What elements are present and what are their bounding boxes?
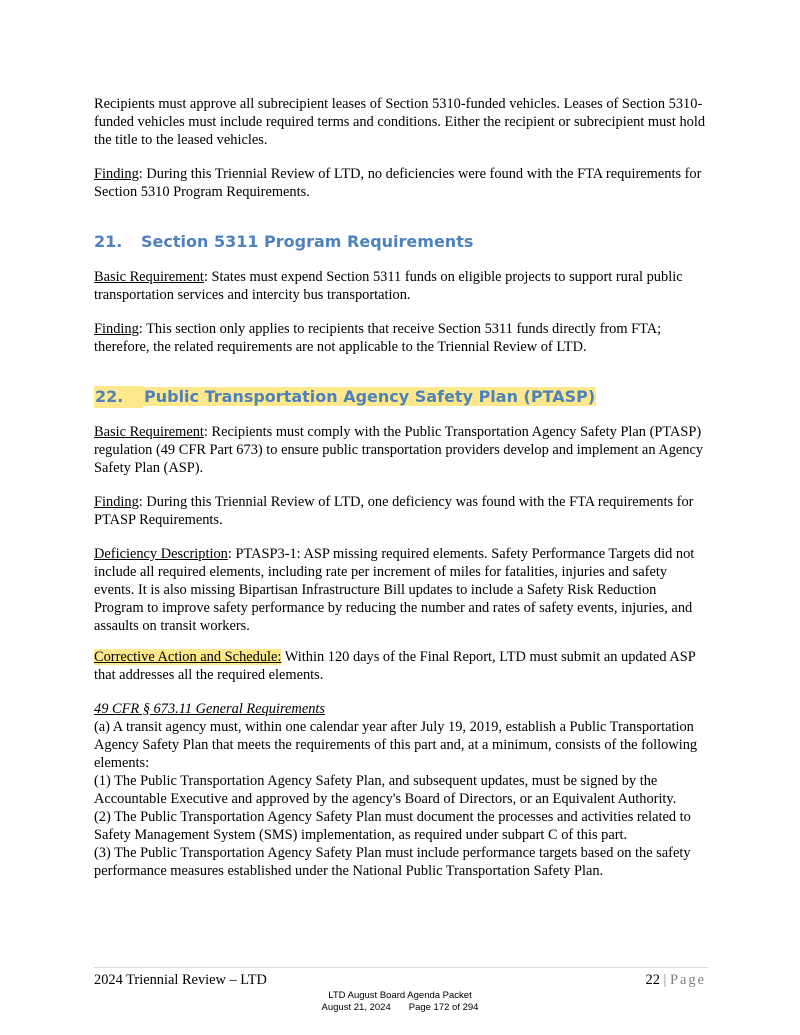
footer-page-word: Page [670,972,706,988]
basic-requirement-text: : Recipients must comply with the Public Transportation Agency Safety Plan (PTASP) regulation (49 CFR Part 673) to ensure public transportation providers develop and implement an Agency Safety Plan (ASP). [94,424,704,476]
finding-label: Finding [94,494,139,510]
deficiency-text: : PTASP3-1: ASP missing required elements. Safety Performance Targets did not include all required elements, including rate per increment of miles for fatalities, injuries and safety events. It is also missing Bipartisan Infrastructure Bill updates to include a Safety Risk Reduction Program to improve safety performance by reducing the number and rates of safety events, injuries, and assaults on transit workers. [94,546,695,634]
section22-basic-requirement [94,423,708,477]
footer-divider [94,967,708,968]
basic-requirement-label: Basic Requirement [94,269,204,285]
finding-text: : This section only applies to recipients that receive Section 5311 funds directly from FTA; therefore, the related requirements are not applicable to the Triennial Review of LTD. [94,321,662,355]
basic-requirement-text: : States must expend Section 5311 funds on eligible projects to support rural public transportation services and intercity bus transportation. [94,269,683,303]
finding-label: Finding [94,321,139,337]
footer-separator: | [663,972,667,988]
corrective-action-label: Corrective Action and Schedule: [94,649,282,665]
finding-label: Finding [94,166,139,182]
section22-finding [94,493,708,529]
packet-stamp-date: August 21, 2024 [321,1002,391,1013]
section22-title: Public Transportation Agency Safety Plan (PTASP) [144,387,596,406]
basic-requirement-label: Basic Requirement [94,424,204,440]
section21-basic-requirement [94,268,708,304]
section20-finding [94,165,708,201]
section22-deficiency [94,545,708,635]
section22-corrective-action [94,648,708,684]
cfr-item-3: (3) The Public Transportation Agency Safety Plan must include performance targets based on the safety performance measures established under the National Public Transportation Safety Plan. [94,845,691,879]
packet-stamp-line1: LTD August Board Agenda Packet [328,990,472,1001]
section21-title: Section 5311 Program Requirements [141,232,474,251]
deficiency-label: Deficiency Description [94,546,228,562]
cfr-item-2: (2) The Public Transportation Agency Safety Plan must document the processes and activities related to Safety Management System (SMS) implementation, as required under subpart C of this part. [94,809,691,843]
finding-text: : During this Triennial Review of LTD, one deficiency was found with the FTA requirements for PTASP Requirements. [94,494,694,528]
finding-text: : During this Triennial Review of LTD, no deficiencies were found with the FTA requirements for Section 5310 Program Requirements. [94,166,702,200]
packet-stamp-line2 [0,1002,800,1013]
corrective-action-text: Within 120 days of the Final Report, LTD must submit an updated ASP that addresses all the required elements. [94,649,696,683]
cfr-item-a: (a) A transit agency must, within one calendar year after July 19, 2019, establish a Public Transportation Agency Safety Plan that meets the requirements of this part and, at a minimum, consists of the following elements: [94,719,698,771]
footer-page-number: 22 [645,972,660,988]
section21-finding [94,320,708,356]
packet-stamp-page: Page 172 of 294 [408,1002,479,1013]
intro-paragraph: Recipients must approve all subrecipient leases of Section 5310-funded vehicles. Leases of Section 5310-funded vehicles must include required terms and conditions. Either the recipient or subrecipient must hold the title to the leased vehicles. [94,96,706,148]
cfr-heading: 49 CFR § 673.11 General Requirements [94,701,326,717]
section22-number: 22. [94,386,143,408]
cfr-item-1: (1) The Public Transportation Agency Safety Plan, and subsequent updates, must be signed by the Accountable Executive and approved by the agency's Board of Directors, or an Equivalent Authority. [94,773,677,807]
section21-heading [94,231,473,253]
section21-number: 21. [94,232,123,251]
footer-page-indicator [646,971,706,989]
section22-heading [94,386,596,408]
footer-title: 2024 Triennial Review – LTD [94,972,267,988]
cfr-requirements [94,700,708,880]
